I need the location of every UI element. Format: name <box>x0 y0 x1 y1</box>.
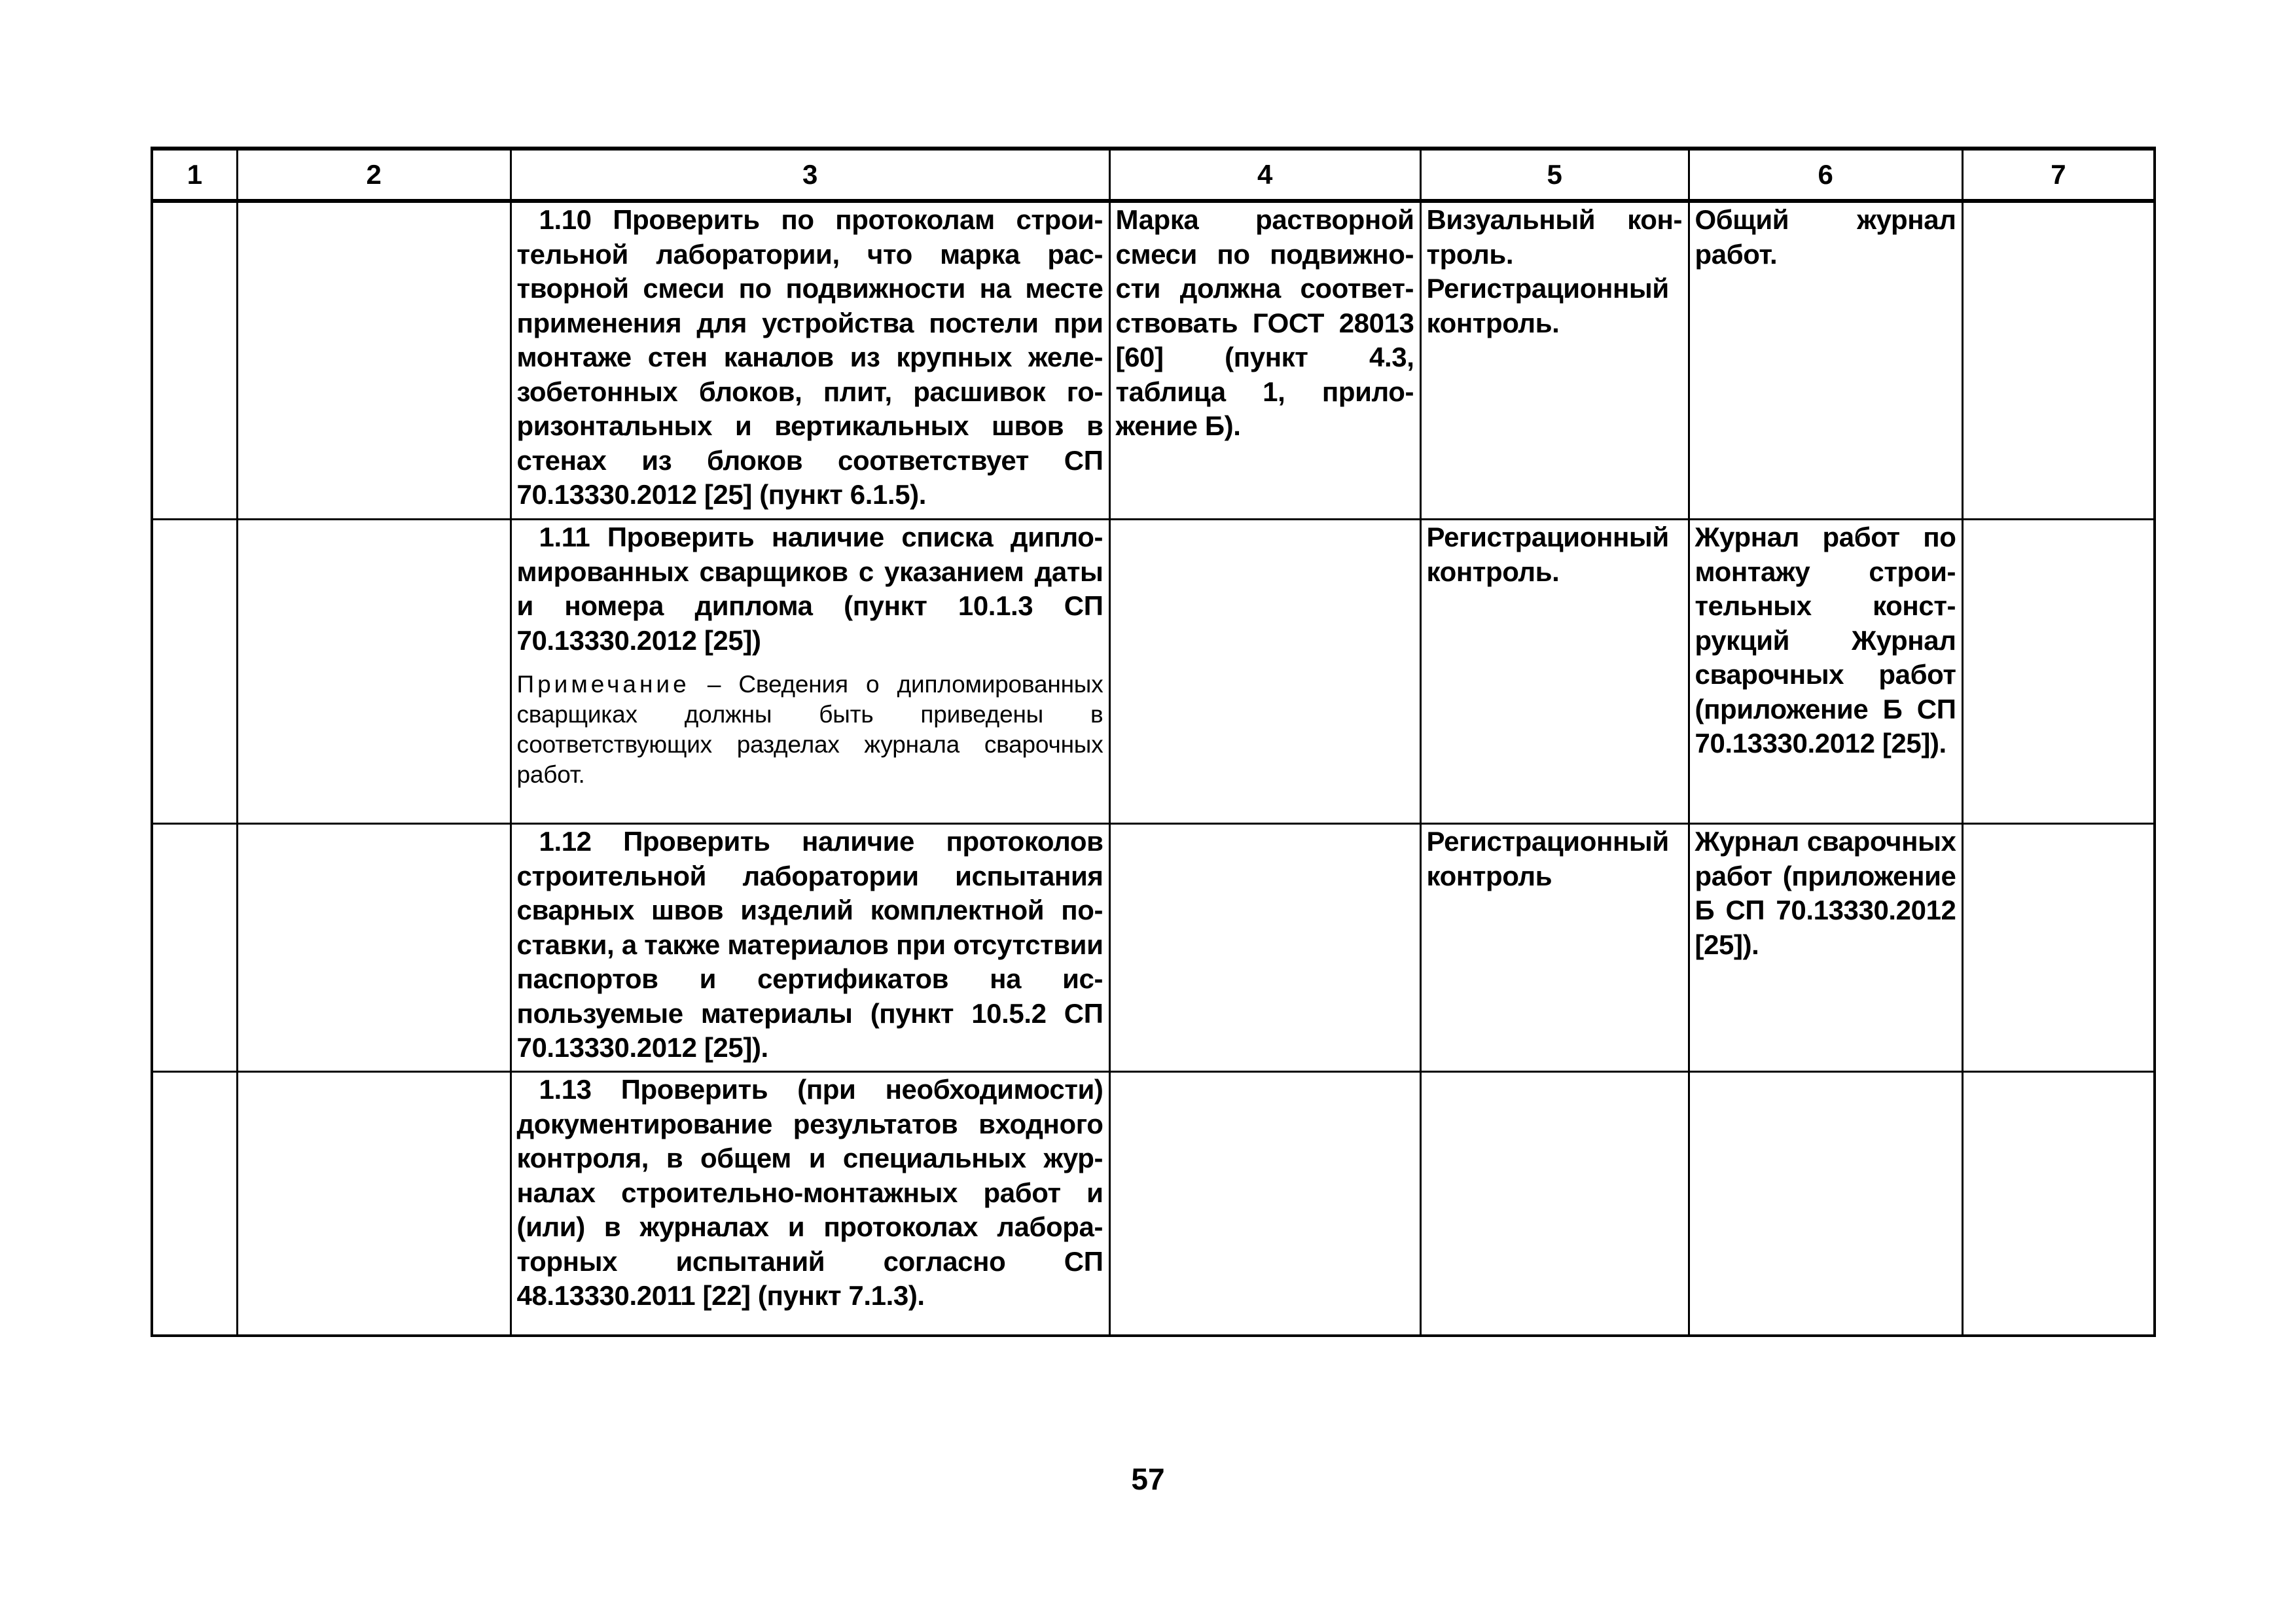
table-row <box>152 520 2155 824</box>
cell-col-1 <box>152 1072 237 1336</box>
cell-col-1 <box>152 824 237 1072</box>
cell-col-4 <box>1109 520 1420 824</box>
column-header-6: 6 <box>1689 149 1962 201</box>
cell-col-6: Журнал работ по монтажу строительных конструкций Журнал сварочных работ (приложение Б СП 70.13330.2012 [25]). <box>1689 520 1962 824</box>
cell-col-6 <box>1689 1072 1962 1336</box>
cell-col-3 <box>511 824 1109 1072</box>
column-header-4: 4 <box>1109 149 1420 201</box>
cell-col-3 <box>511 201 1109 520</box>
requirement-text: 1.12 Проверить наличие протоколов строительной лаборатории испытания сварных швов изделий комплектной поставки, а также материалов при отсутствии паспортов и сертификатов на используемые материалы (пункт 10.5.2 СП 70.13330.2012 [25]). <box>516 826 1103 1063</box>
column-header-2: 2 <box>237 149 511 201</box>
cell-col-4 <box>1109 1072 1420 1336</box>
cell-col-3 <box>511 1072 1109 1336</box>
cell-col-7 <box>1962 520 2155 824</box>
cell-col-5: Регистрационный контроль <box>1420 824 1689 1072</box>
cell-col-5 <box>1420 1072 1689 1336</box>
cell-col-2 <box>237 201 511 520</box>
cell-col-2 <box>237 520 511 824</box>
cell-col-4 <box>1109 824 1420 1072</box>
cell-col-7 <box>1962 1072 2155 1336</box>
column-header-7: 7 <box>1962 149 2155 201</box>
note-text: – Сведения о дипломированных сварщиках должны быть приведены в соответствующих разделах журнала сварочных работ. <box>516 671 1103 788</box>
cell-col-2 <box>237 824 511 1072</box>
cell-col-4: Марка растворной смеси по подвижности должна соответствовать ГОСТ 28013 [60] (пункт 4.3, таблица 1, приложение Б). <box>1109 201 1420 520</box>
cell-col-1 <box>152 201 237 520</box>
cell-col-5: Визуальный контроль. Регистрационный контроль. <box>1420 201 1689 520</box>
table-row <box>152 201 2155 520</box>
cell-col-7 <box>1962 201 2155 520</box>
column-header-1: 1 <box>152 149 237 201</box>
table-row <box>152 1072 2155 1336</box>
cell-col-1 <box>152 520 237 824</box>
cell-col-5: Регистрационный контроль. <box>1420 520 1689 824</box>
requirement-text: 1.10 Проверить по протоколам строительной лаборатории, что марка растворной смеси по подвижности на месте применения для устройства постели при монтаже стен каналов из крупных железобетонных блоков, плит, расшивок горизонтальных и вертикальных швов в стенах из блоков соответствует СП 70.13330.2012 [25] (пункт 6.1.5). <box>516 204 1103 510</box>
column-header-5: 5 <box>1420 149 1689 201</box>
note-label: Примечание <box>516 671 690 698</box>
note-block <box>517 669 1103 790</box>
cell-col-3 <box>511 520 1109 824</box>
cell-col-7 <box>1962 824 2155 1072</box>
requirement-text: 1.11 Проверить наличие списка дипломированных сварщиков с указанием даты и номера диплома (пункт 10.1.3 СП 70.13330.2012 [25]) <box>516 522 1103 656</box>
cell-col-6: Общий журнал работ. <box>1689 201 1962 520</box>
column-header-3: 3 <box>511 149 1109 201</box>
cell-col-6: Журнал сварочных работ (приложение Б СП 70.13330.2012 [25]). <box>1689 824 1962 1072</box>
checklist-table <box>151 147 2156 1337</box>
header-row <box>152 149 2155 201</box>
table-row <box>152 824 2155 1072</box>
requirement-text: 1.13 Проверить (при необходимости) документирование результатов входного контроля, в общем и специальных журналах строительно-монтажных работ и (или) в журналах и протоколах лабораторных испытаний согласно СП 48.13330.2011 [22] (пункт 7.1.3). <box>516 1074 1103 1311</box>
cell-col-2 <box>237 1072 511 1336</box>
page-number: 57 <box>1131 1462 1165 1496</box>
